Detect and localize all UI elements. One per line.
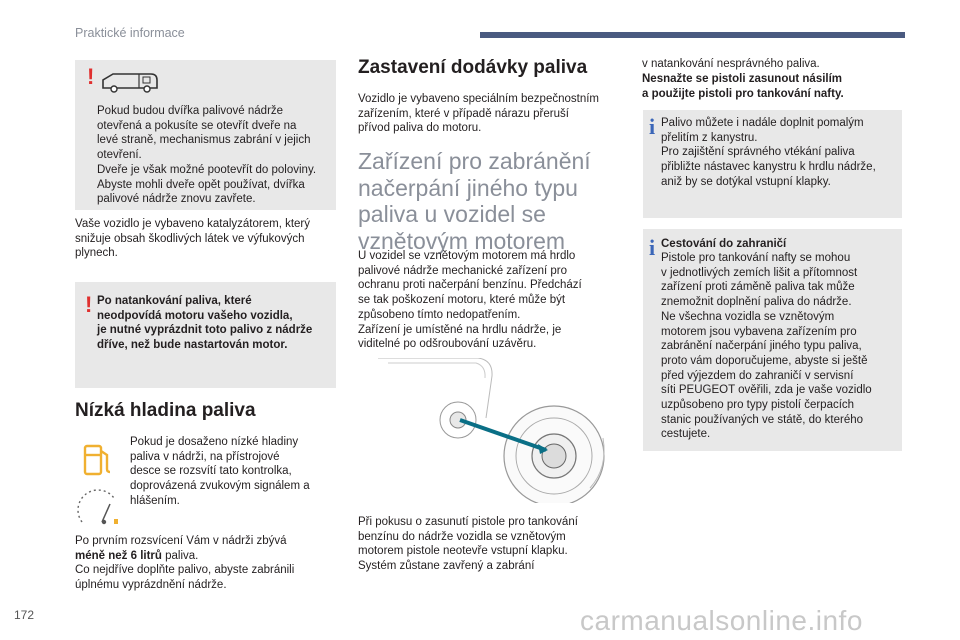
warning-box-fuel [75,282,336,388]
warning-door-text: Pokud budou dvířka palivové nádrže otevřená a pokusíte se otevřít dveře na levé straně, mechanismus zabrání v jejich otevření. Dveře je však možné pootevřít do poloviny. Abyste mohli dveře opět používat, dvířka palivové nádrže znovu zavřete. [97,105,317,206]
filler-neck-illustration [358,358,618,503]
low-fuel-text: Pokud je dosaženo nízké hladiny paliva v nádrži, na přístrojové desce se rozsvítí tato kontrolka, doprovázená zvukovým signálem a hlášením. [130,436,310,507]
warning-box-door [75,60,336,210]
device-text: U vozidel se vznětovým motorem má hrdlo palivové nádrže mechanické zařízení pro ochranu proti načerpání benzínu. Předchází se tak poškození motoru, které může být způsobeno tímto nedopatřením. Zařízení je umístěné na hrdlu nádrže, je viditelné po odšroubování uzávěru. [358,250,582,351]
info-icon: i [649,114,656,139]
warning-fuel-text: Po natankování paliva, které neodpovídá motoru vašeho vozidla, je nutné vyprázdnit toto palivo z nádrže dříve, než bude nastartován motor. [97,295,313,352]
stop-text: Vozidlo je vybaveno speciálním bezpečnostním zařízením, které v případě nárazu přeruší přívod paliva do motoru. [358,93,600,135]
fuel-pump-icon [80,441,116,479]
first-light-line2 [75,549,350,564]
insert-text: Při pokusu o zasunutí pistole pro tankování benzínu do nádrže vozidla se vznětovým motorem pistole neotevře vstupní klapku. Systém zůstane zavřený a zabrání [358,516,578,573]
header-accent-bar [480,32,905,38]
warning-icon: ! [85,292,93,317]
first-light-line1: Po prvním rozsvícení Vám v nádrži zbývá [75,535,287,547]
page-number: 172 [14,608,35,622]
warning-icon: ! [87,64,95,89]
info-icon: i [649,235,656,260]
van-icon [99,68,163,94]
catalyst-text: Vaše vozidlo je vybaveno katalyzátorem, který snižuje obsah škodlivých látek ve výfukových plynech. [75,218,311,260]
continued-bold-text: Nesnažte se pistoli zasunout násilím a použijte pistoli pro tankování nafty. [642,73,844,100]
first-light-line3: Co nejdříve doplňte palivo, abyste zabránili úplnému vyprázdnění nádrže. [75,564,295,592]
info-canister-text: Palivo můžete i nadále doplnit pomalým přelitím z kanystru. Pro zajištění správného vtékání paliva přibližte nástavec kanystru k hrdlu nádrže, aniž by se dotýkal vstupní klapky. [661,117,876,188]
device-heading: Zařízení pro zabránění načerpání jiného typu paliva u vozidel se vznětovým motorem [358,148,591,254]
info-travel-title: Cestování do zahraničí [661,238,787,250]
first-light-suffix: paliva. [161,549,199,562]
stop-heading: Zastavení dodávky paliva [358,57,588,78]
first-light-text [75,534,350,593]
watermark: carmanualsonline.info [580,605,863,636]
first-light-bold: méně než 6 litrů [75,549,162,562]
fuel-gauge-icon [74,488,124,530]
info-box-travel [643,229,902,451]
info-travel-text: Pistole pro tankování nafty se mohou v jednotlivých zemích lišit a přítomnost zařízení proti záměně paliva tak může znemožnit doplnění paliva do nádrže. Ne všechna vozidla se vznětovým motorem jsou vybavena zařízením pro zabránění načerpání jiného typu paliva, proto vám doporučujeme, abyste si ještě před výjezdem do zahraničí v servisní síti PEUGEOT ověřili, zda je vaše vozidlo uzpůsobeno pro typy pistolí čerpacích stanic používaných ve státě, do kterého cestujete. [661,252,872,441]
low-fuel-heading: Nízká hladina paliva [75,400,256,421]
info-box-canister [643,110,902,218]
section-title: Praktické informace [75,26,185,40]
continued-text: v natankování nesprávného paliva. [642,58,820,70]
